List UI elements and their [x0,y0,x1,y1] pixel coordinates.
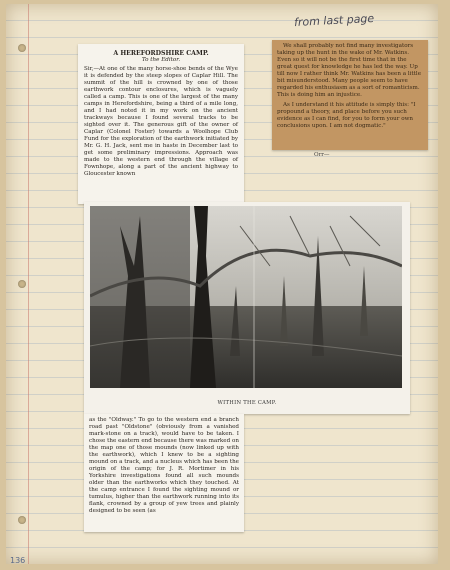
photo-clipping [84,202,410,414]
woodland-photo [90,206,402,388]
margin-line [28,4,29,564]
aged-clipping-paragraph: We shall probably not find many investigators taking up the hunt in the wake of Mr. Watkins. Even so it will not be the first time that in the great quest for knowledge he has led the way. Up till now I rather think Mr. Watkins has been a little bit misunderstood. Many people seem to have regarded his enthusiasm as a sort of romanticism. This is doing him an injustice. [277,43,422,98]
bottom-newspaper-clipping [84,414,244,532]
page-number: 136 [10,556,26,565]
clipping-body-text: as the "Oldway." To go to the western end a branch road past "Oldstone" (obviously from a vanished mark-stone on a track), would have to be taken. I chose the eastern end because there was marked on the map one of those mounds (now linked up with the earthwork), which I knew to be a sighting mound on a track, and a nucleus which has been the origin of the camp; for J. R. Mortimer in his Yorkshire investigations found all such mounds older than the earthworks which they touched. At the camp entrance I found the sighting mound or tumulus, higher than the earthwork running into its flank, crowned by a group of yew trees and plainly designed to be seen (as [89,417,239,514]
aged-clipping-paragraph: As I understand it his attitude is simply this: "I propound a theory, and place before you such evidence as I can find, for you to form your own conclusions upon. I am not dogmatic." [277,102,416,129]
binding-hole [18,516,26,524]
clipping-body-text: Sir,—At one of the many horse-shoe bends of the Wye it is defended by the steep slopes of Caplar Hill. The summit of the hill is crowned by one of those earthwork contour enclosures, which is vaguely called a camp. This is one of the largest of the many camps in Herefordshire, being a third of a mile long, and I had noted it in my work on the ancient trackways because I found several tracks to be sighted over it. The generous gift of the owner of Caplar (Colonel Foster) towards a Woolhope Club Fund for the exploration of the earthwork initiated by Mr. G. H. Jack, sent me in haste in December last to get some preliminary impressions. Approach was made to the western end through the village of Fownhope, along a part of the ancient highway to Gloucester known [84,66,238,177]
photo-caption: WITHIN THE CAMP. [217,400,277,406]
tear-mark-text: Orr— [314,152,330,158]
top-newspaper-clipping [78,44,244,204]
binding-hole [18,280,26,288]
right-aged-clipping [272,40,428,150]
handwritten-note: from last page [293,11,375,30]
clipping-title: A HEREFORDSHIRE CAMP. [113,50,209,57]
scrapbook-page [6,4,438,564]
binding-hole [18,44,26,52]
clipping-salutation: To the Editor. [141,57,181,63]
